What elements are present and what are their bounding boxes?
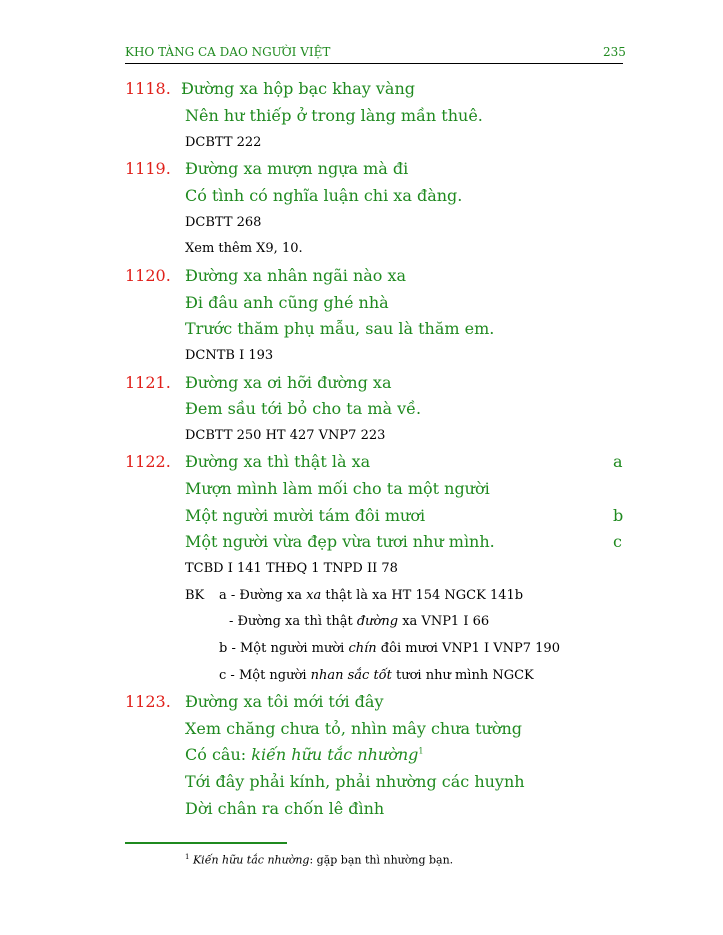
footnote-marker: 1 bbox=[418, 746, 424, 756]
variant-line-b: b - Một người mười chín đôi mươi VNP1 I VNP7 190 bbox=[219, 641, 560, 656]
variant-mark: a bbox=[613, 452, 623, 471]
variant-line-a: a - Đường xa xa thật là xa HT 154 NGCK 141b bbox=[219, 588, 524, 603]
entry-number: 1121. bbox=[125, 373, 171, 392]
source-ref: TCBD I 141 THĐQ 1 TNPD II 78 bbox=[185, 561, 398, 576]
verse-line: Xem chăng chưa tỏ, nhìn mây chưa tường bbox=[185, 719, 523, 738]
footnote: $^1$ Kiến hữu tắc nhường: gặp bạn thì nhường bạn. bbox=[185, 853, 454, 867]
verse-line: Một người vừa đẹp vừa tươi như mình. bbox=[185, 532, 495, 551]
verse-line: Đường xa mượn ngựa mà đi bbox=[185, 159, 409, 178]
verse-line: Đường xa ơi hỡi đường xa bbox=[185, 373, 392, 392]
verse-line: Đường xa tôi mới tới đây bbox=[185, 692, 384, 711]
verse-line: Đi đâu anh cũng ghé nhà bbox=[185, 293, 389, 312]
source-ref: DCBTT 268 bbox=[185, 215, 262, 230]
variant-mark: c bbox=[613, 532, 622, 551]
entry-number: 1118. bbox=[125, 79, 171, 98]
verse-line: Đường xa hộp bạc khay vàng bbox=[181, 79, 416, 98]
verse-line: Nên hư thiếp ở trong làng mần thuê. bbox=[185, 106, 483, 125]
verse-line: Tới đây phải kính, phải nhường các huynh bbox=[185, 772, 525, 791]
entry-number: 1119. bbox=[125, 159, 171, 178]
source-ref: DCBTT 250 HT 427 VNP7 223 bbox=[185, 428, 386, 443]
cross-ref: Xem thêm X9, 10. bbox=[185, 241, 303, 256]
variant-mark: b bbox=[613, 506, 624, 525]
entry-number: 1122. bbox=[125, 452, 171, 471]
verse-line-with-footnote: Có câu: kiến hữu tắc nhường$^1$ bbox=[185, 745, 424, 764]
variant-line-c: c - Một người nhan sắc tốt tươi như mình NGCK bbox=[219, 668, 534, 683]
running-header-title: KHO TÀNG CA DAO NGƯỜI VIỆT bbox=[125, 45, 331, 59]
verse-line: Mượn mình làm mối cho ta một người bbox=[185, 479, 490, 498]
verse-line: Trước thăm phụ mẫu, sau là thăm em. bbox=[185, 319, 495, 338]
verse-line: Đường xa nhân ngãi nào xa bbox=[185, 266, 407, 285]
verse-line: Đem sầu tới bỏ cho ta mà về. bbox=[185, 399, 422, 418]
verse-line: Có tình có nghĩa luận chi xa đàng. bbox=[185, 186, 463, 205]
source-ref: DCBTT 222 bbox=[185, 135, 262, 150]
page-number: 235 bbox=[603, 45, 626, 59]
source-ref: DCNTB I 193 bbox=[185, 348, 274, 363]
header-rule bbox=[125, 63, 623, 64]
variant-line-a2: - Đường xa thì thật đường xa VNP1 I 66 bbox=[229, 614, 490, 629]
footnote-rule bbox=[125, 842, 287, 844]
variants-label: BK bbox=[185, 588, 205, 603]
verse-line: Dời chân ra chốn lê đình bbox=[185, 799, 385, 818]
verse-line: Đường xa thì thật là xa bbox=[185, 452, 371, 471]
verse-line: Một người mười tám đôi mươi bbox=[185, 506, 426, 525]
entry-number: 1123. bbox=[125, 692, 171, 711]
entry-number: 1120. bbox=[125, 266, 171, 285]
